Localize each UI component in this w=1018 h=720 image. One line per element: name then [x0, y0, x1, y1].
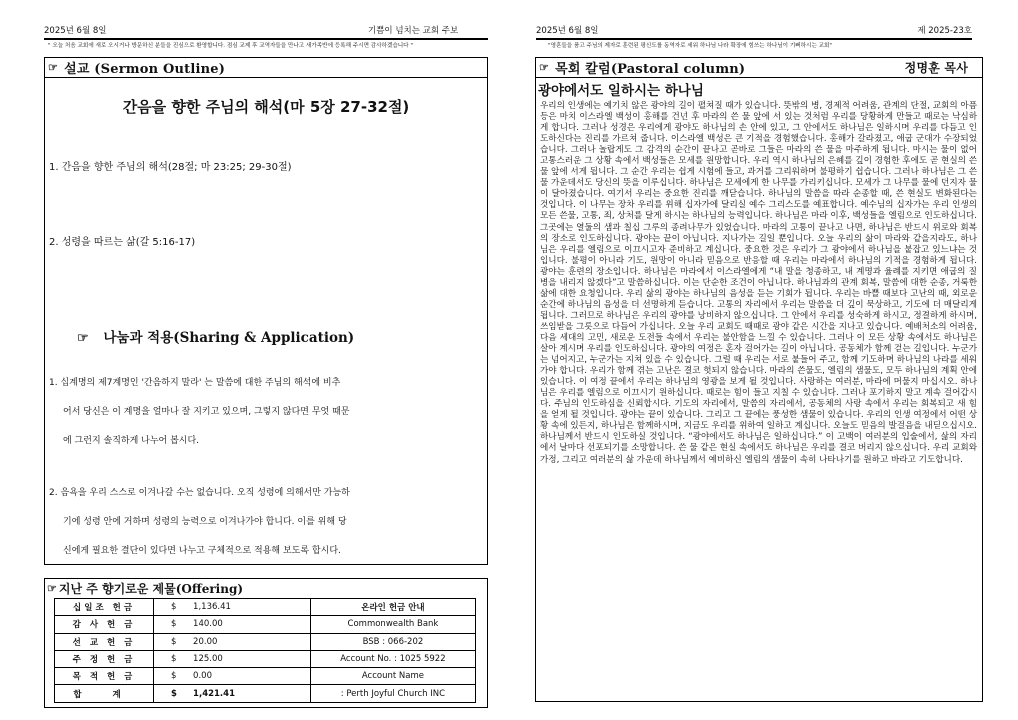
- right-page-header: [536, 24, 972, 38]
- offering-amount: [154, 668, 311, 685]
- sermon-heading-bar: [45, 58, 487, 78]
- offering-row: [55, 616, 476, 633]
- amount-value: 1,136.41: [193, 602, 231, 613]
- pointing-hand-icon: ☞: [77, 331, 89, 346]
- offering-box: [44, 578, 488, 708]
- sermon-heading: 설교 (Sermon Outline): [64, 62, 226, 77]
- offering-table: [54, 598, 476, 703]
- offering-amount: [154, 633, 311, 650]
- amount-value: 20.00: [193, 636, 218, 647]
- currency-symbol: $: [171, 602, 177, 613]
- column-title: 광야에서도 일하시는 하나님: [538, 83, 704, 99]
- left-page-header: [44, 24, 488, 38]
- question-line: 신에게 필요한 결단이 있다면 나누고 구체적으로 적용해 보도록 합시다.: [63, 546, 341, 556]
- offering-label: 주 정 헌 금: [55, 650, 154, 667]
- amount-value: 125.00: [193, 654, 223, 665]
- left-motto: " 오늘 처음 교회에 새로 오시거나 방문하신 분들을 진심으로 환영합니다. 점심 교제 후 교역자들을 만나고 새가족반에 등록해 주시면 감사하겠습니다 ": [48, 43, 413, 49]
- question-1: [49, 369, 489, 456]
- question-line: 기에 성령 안에 거하며 성령의 능력으로 이겨나가야 합니다. 이를 위해 당: [63, 517, 347, 527]
- offering-label: 목 적 헌 금: [55, 668, 154, 685]
- currency-symbol: $: [171, 688, 177, 699]
- online-info-line: Account No. : 1025 5922: [310, 650, 475, 667]
- question-line: 1. 십계명의 제7계명인 '간음하지 말라' 는 말씀에 대한 주님의 해석에 비추: [49, 378, 341, 388]
- offering-total-label: 합 계: [55, 685, 154, 702]
- sharing-heading-text: 나눔과 적용(Sharing & Application): [103, 330, 355, 346]
- sermon-point-1: 1. 간음을 향한 주님의 해석(28절; 마 23:25; 29-30절): [49, 162, 292, 173]
- online-info-line: BSB : 066-202: [310, 633, 475, 650]
- offering-amount: [154, 616, 311, 633]
- pointing-hand-icon: ☞: [47, 581, 57, 595]
- question-line: 2. 음욕을 우리 스스로 이겨나갈 수는 없습니다. 오직 성령에 의해서만 가능하: [49, 488, 350, 498]
- pointing-hand-icon: ☞: [539, 61, 550, 74]
- pointing-hand-icon: ☞: [48, 61, 59, 74]
- column-body: 우리의 인생에는 예기치 않은 광야의 길이 펼쳐질 때가 있습니다. 뜻밖의 병, 경제적 어려움, 관계의 단절, 교회의 아픔 등은 마치 이스라엘 백성이 홍해를 건넌 후 마라의 쓴 물 앞에 서 있는 것처럼 우리를 당황하게 만들고 때로는 낙심하게 합니다. 그러나 성경은 우리에게 광야도 하나님의 손 안에 있고, 그 안에서도 하나님은 일하시며 우리를 다듬고 인도하신다는 진리를 가르쳐 줍니다. 이스라엘 백성은 큰 기적을 경험했습니다. 홍해가 갈라졌고, 애굽 군대가 수장되었습니다. 그러나 놀랍게도 그 감격의 순간이 끝나고 곧바로 그들은 마라의 쓴 물을 마주하게 됩니다. 마시는 물이 없어 고통스러운 그 상황 속에서 백성들은 모세를 원망합니다. 우리 역시 하나님의 은혜를 깊이 경험한 후에도 곧 현실의 쓴물 앞에 서게 됩니다. 그 순간 우리는 쉽게 시험에 들고, 과거를 그리워하며 불평하기 쉽습니다. 그러나 하나님은 그 쓴 물 가운데서도 당신의 뜻을 이루십니다. 하나님은 모세에게 한 나무를 가리키십니다. 모세가 그 나무를 물에 던지자 물이 달아졌습니다. 여기서 우리는 중요한 진리를 깨닫습니다. 하나님의 말씀을 따라 순종할 때, 쓴 현실도 변화된다는 것입니다. 이 나무는 장차 우리를 위해 십자가에 달리실 예수 그리스도를 예표합니다. 예수님의 십자가는 우리 인생의 모든 쓴물, 고통, 죄, 상처를 달게 하시는 하나님의 능력입니다. 하나님은 마라 이후, 백성들을 엘림으로 인도하십니다. 그곳에는 열둘의 샘과 칠십 그루의 종려나무가 있었습니다. 마라의 고통이 끝나고 나면, 하나님은 반드시 위로와 회복의 장소로 인도하십니다. 광야는 끝이 아닙니다. 지나가는 길일 뿐입니다. 오늘 우리의 삶이 마라와 같을지라도, 하나님은 우리를 엘림으로 이끄시고자 준비하고 계십니다. 중요한 것은 우리가 그 광야에서 하나님을 붙잡고 있느냐는 것입니다. 불평이 아니라 기도, 원망이 아니라 믿음으로 반응할 때 우리는 마라에서 하나님의 기적을 경험하게 됩니다. 광야는 훈련의 장소입니다. 하나님은 마라에서 이스라엘에게 “내 말을 청종하고, 내 계명과 율례를 지키면 애굽의 질병을 내리지 않겠다”고 말씀하십니다. 이는 단순한 조건이 아닙니다. 하나님과의 관계 회복, 말씀에 대한 순종, 거룩한 삶에 대한 요청입니다. 우리 삶의 광야는 하나님의 음성을 듣는 기회가 됩니다. 우리는 바쁠 때보다 고난의 때, 외로운 순간에 하나님의 음성을 더 선명하게 듣습니다. 고통의 자리에서 우리는 말씀을 더 깊이 묵상하고, 기도에 더 매달리게 됩니다. 그러므로 하나님은 우리의 광야를 낭비하지 않으십니다. 그 안에서 우리를 성숙하게 하시고, 정결하게 하시며, 쓰임받을 그릇으로 다듬어 가십니다. 오늘 우리 교회도 때때로 광야 같은 시간을 지나고 있습니다. 예배처소의 어려움, 다음 세대의 고민, 새로운 도전들 속에서 우리는 불안함을 느낄 수 있습니다. 그러나 이 모든 상황 속에서도 하나님은 살아 계시며 우리를 인도하십니다. 광야의 여정은 혼자 걸어가는 길이 아닙니다. 공동체가 함께 걷는 길입니다. 누군가는 넘어지고, 누군가는 지쳐 있을 수 있습니다. 그럴 때 우리는 서로 붙들어 주고, 함께 기도하며 하나님의 나라를 세워가야 합니다. 우리가 함께 겪는 고난은 결코 헛되지 않습니다. 마라의 쓴물도, 엘림의 샘물도, 모두 하나님의 계획 안에 있습니다. 이 여정 끝에서 우리는 하나님의 영광을 보게 될 것입니다. 사랑하는 여러분, 마라에 머물지 마십시오. 하나님은 우리를 엘림으로 이끄시기 원하십니다. 때로는 힘이 들고 지칠 수 있습니다. 그러나 포기하지 말고 계속 걸어갑시다. 주님의 인도하심을 신뢰합시다. 기도의 자리에서, 말씀의 자리에서, 공동체의 사랑 속에서 우리는 회복되고 새 힘을 얻게 될 것입니다. 광야는 끝이 있습니다. 그리고 그 끝에는 풍성한 샘물이 있습니다. 우리의 인생 여정에서 어떤 상황 속에 있든지, 하나님은 함께하시며, 지금도 우리를 위하여 일하고 계십니다. 오늘도 믿음의 발걸음을 내딛으십시오. 하나님께서 반드시 인도하실 것입니다. “광야에서도 하나님은 일하십니다.” 이 고백이 여러분의 입술에서, 삶의 자리에서 날마다 선포되기를 소망합니다. 쓴 물 같은 현실 속에서도 하나님은 우리를 결코 버리지 않으십니다. 우리 교회와 가정, 그리고 여러분의 삶 가운데 하나님께서 예비하신 엘림의 샘물이 속히 나타나기를 원하고 바라고 기도합니다.: [540, 101, 977, 465]
- offering-heading-bar: [45, 579, 487, 597]
- right-header-rule: [536, 38, 972, 40]
- sermon-title: 간음을 향한 주님의 해석(마 5장 27-32절): [122, 98, 410, 116]
- offering-row: [55, 668, 476, 685]
- offering-total-amount: [154, 685, 311, 702]
- sharing-heading: [77, 326, 354, 346]
- offering-amount: [154, 599, 311, 616]
- question-line: 어서 당신은 이 계명을 얼마나 잘 지키고 있으며, 그렇지 않다면 무엇 때문: [63, 407, 350, 417]
- column-heading: 목회 칼럼(Pastoral column): [555, 62, 746, 77]
- issue-number: 제 2025-23호: [917, 26, 972, 36]
- currency-symbol: $: [171, 654, 177, 665]
- right-motto: "영혼들을 품고 주님의 제자로 훈련된 평신도를 동역자로 세워 하나님 나라 확장에 힘쓰는 하나님이 기뻐하시는 교회": [548, 43, 833, 49]
- currency-symbol: $: [171, 619, 177, 630]
- offering-total-row: [55, 685, 476, 702]
- sermon-outline-box: [44, 57, 488, 565]
- column-heading-bar: [536, 58, 982, 78]
- right-header-date: 2025년 6월 8일: [536, 26, 599, 36]
- question-line: 에 그런지 솔직하게 나누어 봅시다.: [63, 436, 200, 446]
- online-info-line: Commonwealth Bank: [310, 616, 475, 633]
- offering-heading: 지난 주 향기로운 제물(Offering): [58, 581, 244, 596]
- question-2: [49, 479, 489, 566]
- bulletin-title: 기쁨이 넘치는 교회 주보: [368, 26, 459, 36]
- offering-row: [55, 650, 476, 667]
- currency-symbol: $: [171, 636, 177, 647]
- left-header-date: 2025년 6월 8일: [44, 26, 107, 36]
- online-info-title: 온라인 헌금 안내: [310, 599, 475, 616]
- sermon-point-2: 2. 성령을 따르는 삶(갈 5:16-17): [49, 237, 196, 248]
- offering-amount: [154, 650, 311, 667]
- left-header-rule: [44, 38, 488, 40]
- amount-value: 140.00: [193, 619, 223, 630]
- pastoral-column-box: [535, 57, 983, 702]
- offering-row: [55, 599, 476, 616]
- offering-label: 선 교 헌 금: [55, 633, 154, 650]
- online-info-line: Account Name: [310, 668, 475, 685]
- offering-label: 감 사 헌 금: [55, 616, 154, 633]
- online-info-line: : Perth Joyful Church INC: [310, 685, 475, 702]
- column-author: 정명훈 목사: [904, 61, 968, 75]
- offering-row: [55, 633, 476, 650]
- currency-symbol: $: [171, 671, 177, 682]
- amount-value: 1,421.41: [193, 688, 235, 699]
- offering-label: 십일조 헌금: [55, 599, 154, 616]
- amount-value: 0.00: [193, 671, 212, 682]
